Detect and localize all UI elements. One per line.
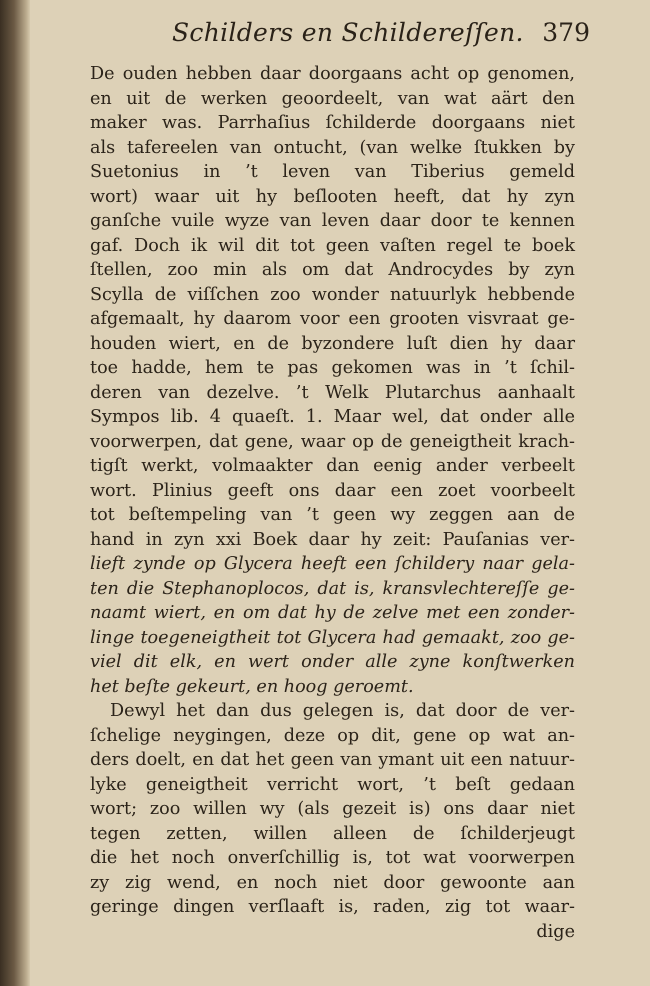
text-line: wort. Plinius geeft ons daar een zoet voorbeelt <box>90 480 575 501</box>
quote-line: ten die Stephanoplocos, dat is, kransvlechtereſſe ge- <box>90 578 575 599</box>
text-line: gaf. Doch ik wil dit tot geen vaſten regel te boek <box>90 235 575 256</box>
quote-line: naamt wiert, en om dat hy de zelve met een zonder- <box>90 603 575 623</box>
text-line: en uit de werken geoordeelt, van wat aärt den <box>90 88 575 109</box>
text-line: lyke geneigtheit verricht wort, ’t beſt gedaan <box>90 774 575 795</box>
book-gutter <box>0 0 30 986</box>
text-line: Sympos lib. 4 quaeſt. 1. Maar wel, dat onder alle <box>90 407 575 427</box>
text-line: maker was. Parrhaſius ſchilderde doorgaans niet <box>90 113 575 133</box>
text-line: hand in zyn xxi Boek daar hy zeit: Pauſanias ver- <box>90 529 575 550</box>
text-line: tigſt werkt, volmaakter dan eenig ander verbeelt <box>90 456 575 476</box>
text-line: wort) waar uit hy beſlooten heeft, dat hy zyn <box>90 186 575 207</box>
text-line: als tafereelen van ontucht, (van welke ſtukken by <box>90 137 575 158</box>
text-line: tot beſtempeling van ’t geen wy zeggen aan de <box>90 505 575 525</box>
text-line: voorwerpen, dat gene, waar op de geneigtheit krach- <box>90 431 575 452</box>
text-line: die het noch onverſchillig is, tot wat voorwerpen <box>90 848 575 868</box>
quote-line: linge toegeneigtheit tot Glycera had gemaakt, zoo ge- <box>90 627 575 648</box>
body-text <box>90 62 575 944</box>
text-line: zy zig wend, en noch niet door gewoonte aan <box>90 872 575 893</box>
text-line: ders doelt, en dat het geen van ymant uit een natuur- <box>90 750 575 770</box>
quote-line: lieft zynde op Glycera heeft een ſchildery naar gela- <box>90 554 575 574</box>
text-line: ſtellen, zoo min als om dat Androcydes by zyn <box>90 260 575 280</box>
text-line: toe hadde, hem te pas gekomen was in ’t ſchil- <box>90 358 575 378</box>
quote-line: viel dit elk, en wert onder alle zyne konſtwerken <box>90 652 575 672</box>
running-title: Schilders en Schildereſſen. <box>172 18 524 47</box>
text-line: De ouden hebben daar doorgaans acht op genomen, <box>90 64 575 84</box>
text-line: Scylla de viſſchen zoo wonder natuurlyk hebbende <box>90 284 575 305</box>
text-line: ſchelige neygingen, deze op dit, gene op wat an- <box>90 725 575 746</box>
text-line: deren van dezelve. ’t Welk Plutarchus aanhaalt <box>90 382 575 403</box>
page-number: 379 <box>542 18 590 47</box>
text-line: ganſche vuile wyze van leven daar door te kennen <box>90 211 575 231</box>
text-line: wort; zoo willen wy (als gezeit is) ons daar niet <box>90 799 575 819</box>
text-line: afgemaalt, hy daarom voor een grooten visvraat ge- <box>90 309 575 329</box>
text-line: tegen zetten, willen alleen de ſchilderjeugt <box>90 823 575 844</box>
catchword: dige <box>536 921 575 942</box>
paragraph-start-line: Dewyl het dan dus gelegen is, dat door de ver- <box>110 701 575 721</box>
text-line: houden wiert, en de byzondere luſt dien hy daar <box>90 333 575 354</box>
page-header <box>90 14 590 54</box>
quote-line: het beſte gekeurt, en hoog geroemt. <box>90 676 414 697</box>
text-line: geringe dingen verſlaaft is, raden, zig tot waar- <box>90 897 575 917</box>
text-line: Suetonius in ’t leven van Tiberius gemeld <box>90 162 575 182</box>
